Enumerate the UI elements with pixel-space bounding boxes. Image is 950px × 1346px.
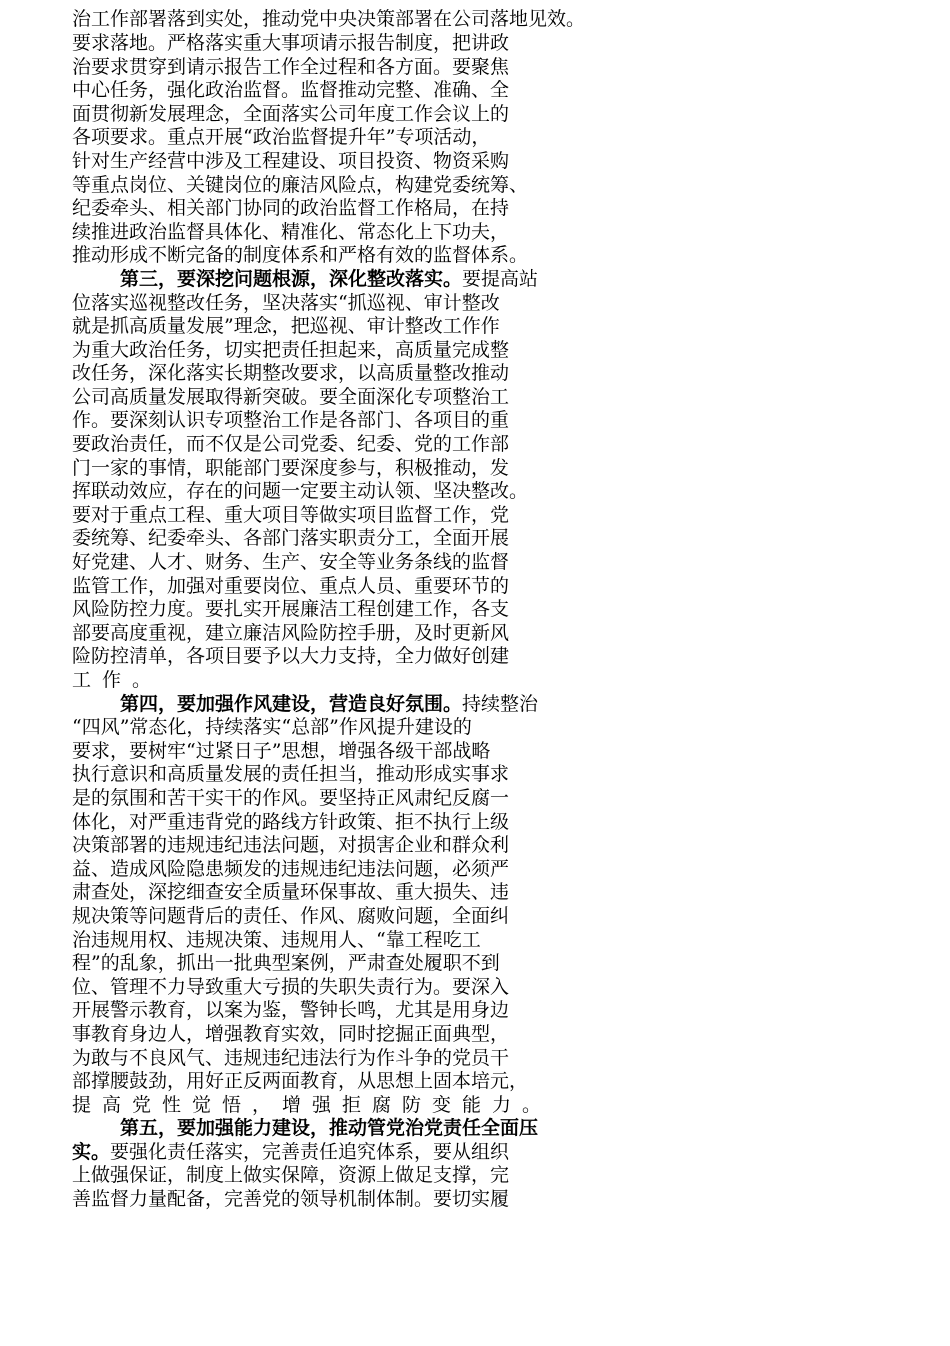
text-line — [72, 881, 882, 905]
line-text: 为敢与不良风气、违规违纪违法行为作斗争的党员干 — [72, 1046, 510, 1069]
line-text: “四风”常态化，持续落实“总部”作风提升建设的 — [72, 716, 472, 739]
line-text: 针对生产经营中涉及工程建设、项目投资、物资采购 — [72, 149, 510, 172]
line-text: 要求，要树牢“过紧日子”思想，增强各级干部战略 — [72, 739, 491, 762]
line-text: 治工作部署落到实处，推动党中央决策部署在公司落地见效。 — [72, 8, 586, 31]
line-text: 纪委牵头、相关部门协同的政治监督工作格局，在持 — [72, 197, 510, 220]
text-line — [72, 8, 882, 32]
line-text: 要提高站 — [462, 267, 539, 290]
line-text: 位、管理不力导致重大亏损的失职失责行为。要深入 — [72, 975, 510, 998]
line-text: 规决策等问题背后的责任、作风、腐败问题，全面纠 — [72, 904, 510, 927]
line-text: 公司高质量发展取得新突破。要全面深化专项整治工 — [72, 385, 510, 408]
line-text: 益、造成风险隐患频发的违规违纪违法问题，必须严 — [72, 857, 510, 880]
text-line — [72, 150, 882, 174]
text-line — [72, 292, 882, 316]
line-text: 挥联动效应，存在的问题一定要主动认领、坚决整改。 — [72, 480, 529, 503]
text-line — [72, 79, 882, 103]
line-text: 程”的乱象，抓出一批典型案例，严肃查处履职不到 — [72, 952, 500, 975]
text-line — [72, 976, 882, 1000]
bold-heading: 第四，要加强作风建设，营造良好氛围。 — [120, 692, 463, 715]
line-text: 事教育身边人，增强教育实效，同时挖掘正面典型， — [72, 1022, 510, 1045]
line-text: 要政治责任，而不仅是公司党委、纪委、党的工作部 — [72, 433, 510, 456]
text-line — [72, 244, 882, 268]
paragraph-heading-line — [72, 268, 882, 292]
text-line — [72, 645, 882, 669]
line-text: 要对于重点工程、重大项目等做实项目监督工作，党 — [72, 503, 510, 526]
line-text: 好党建、人才、财务、生产、安全等业务条线的监督 — [72, 551, 510, 574]
bold-heading: 第三，要深挖问题根源，深化整改落实。 — [120, 267, 463, 290]
text-line — [72, 409, 882, 433]
line-text: 风险防控力度。要扎实开展廉洁工程创建工作，各支 — [72, 598, 510, 621]
paragraph-heading-line — [72, 693, 882, 717]
line-text: 决策部署的违规违纪违法问题，对损害企业和群众利 — [72, 834, 510, 857]
bold-heading: 第五，要加强能力建设，推动管党治党责任全面压 — [120, 1117, 539, 1140]
line-text: 是的氛围和苦干实干的作风。要坚持正风肃纪反腐一 — [72, 786, 510, 809]
text-line — [72, 32, 882, 56]
line-text: 监管工作，加强对重要岗位、重点人员、重要环节的 — [72, 574, 510, 597]
text-line — [72, 669, 882, 693]
text-line — [72, 1164, 882, 1188]
line-text: 改任务，深化落实长期整改要求，以高质量整改推动 — [72, 362, 510, 385]
bold-heading: 实。 — [72, 1140, 111, 1163]
paragraph-heading-line — [72, 1117, 882, 1141]
text-line — [72, 905, 882, 929]
line-text: 推动形成不断完备的制度体系和严格有效的监督体系。 — [72, 244, 529, 267]
text-line — [72, 598, 882, 622]
text-line — [72, 56, 882, 80]
line-text: 开展警示教育，以案为鉴，警钟长鸣，尤其是用身边 — [72, 999, 510, 1022]
text-line — [72, 386, 882, 410]
line-text: 作。要深刻认识专项整治工作是各部门、各项目的重 — [72, 409, 510, 432]
document-body — [72, 8, 882, 1211]
text-line — [72, 1070, 882, 1094]
line-text: 险防控清单，各项目要予以大力支持，全力做好创建 — [72, 645, 510, 668]
text-line — [72, 433, 882, 457]
text-line — [72, 480, 882, 504]
text-line — [72, 126, 882, 150]
text-line — [72, 787, 882, 811]
text-line — [72, 834, 882, 858]
line-text: 续推进政治监督具体化、精准化、常态化上下功夫， — [72, 220, 510, 243]
text-line — [72, 221, 882, 245]
text-line — [72, 527, 882, 551]
line-text: 等重点岗位、关键岗位的廉洁风险点，构建党委统筹、 — [72, 173, 529, 196]
text-line — [72, 763, 882, 787]
line-text: 上做强保证，制度上做实保障，资源上做足支撑，完 — [72, 1164, 510, 1187]
text-line — [72, 999, 882, 1023]
text-line — [72, 174, 882, 198]
text-line — [72, 929, 882, 953]
line-text: 持续整治 — [462, 692, 539, 715]
text-line — [72, 740, 882, 764]
line-text: 就是抓高质量发展”理念，把巡视、审计整改工作作 — [72, 315, 500, 338]
text-line — [72, 858, 882, 882]
line-text: 执行意识和高质量发展的责任担当，推动形成实事求 — [72, 763, 510, 786]
line-text: 要求落地。严格落实重大事项请示报告制度，把讲政 — [72, 31, 510, 54]
text-line — [72, 1094, 882, 1118]
line-text: 中心任务，强化政治监督。监督推动完整、准确、全 — [72, 79, 510, 102]
text-line — [72, 622, 882, 646]
line-text: 委统筹、纪委牵头、各部门落实职责分工，全面开展 — [72, 527, 510, 550]
text-line — [72, 339, 882, 363]
text-line — [72, 1023, 882, 1047]
text-line — [72, 811, 882, 835]
line-text: 位落实巡视整改任务，坚决落实“抓巡视、审计整改 — [72, 291, 500, 314]
text-line — [72, 362, 882, 386]
text-line — [72, 551, 882, 575]
text-line — [72, 1188, 882, 1212]
text-line — [72, 952, 882, 976]
line-text: 为重大政治任务，切实把责任担起来，高质量完成整 — [72, 338, 510, 361]
line-text: 提高党性觉悟，增强拒腐防变能力。 — [72, 1093, 553, 1116]
line-text: 治要求贯穿到请示报告工作全过程和各方面。要聚焦 — [72, 55, 510, 78]
line-text: 体化，对严重违背党的路线方针政策、拒不执行上级 — [72, 810, 510, 833]
line-text: 部撑腰鼓劲，用好正反两面教育，从思想上固本培元， — [72, 1070, 529, 1093]
paragraph-heading-line — [72, 1141, 882, 1165]
line-text: 善监督力量配备，完善党的领导机制体制。要切实履 — [72, 1188, 510, 1211]
line-text: 工作。 — [72, 669, 163, 692]
line-text: 面贯彻新发展理念，全面落实公司年度工作会议上的 — [72, 102, 510, 125]
text-line — [72, 197, 882, 221]
line-text: 部要高度重视，建立廉洁风险防控手册，及时更新风 — [72, 621, 510, 644]
text-line — [72, 315, 882, 339]
text-line — [72, 716, 882, 740]
line-text: 门一家的事情，职能部门要深度参与，积极推动，发 — [72, 456, 510, 479]
text-line — [72, 1047, 882, 1071]
line-text: 要强化责任落实，完善责任追究体系，要从组织 — [110, 1140, 510, 1163]
text-line — [72, 457, 882, 481]
line-text: 肃查处，深挖细查安全质量环保事故、重大损失、违 — [72, 881, 510, 904]
line-text: 各项要求。重点开展“政治监督提升年”专项活动， — [72, 126, 491, 149]
text-line — [72, 103, 882, 127]
text-line — [72, 575, 882, 599]
line-text: 治违规用权、违规决策、违规用人、“靠工程吃工 — [72, 928, 481, 951]
text-line — [72, 504, 882, 528]
